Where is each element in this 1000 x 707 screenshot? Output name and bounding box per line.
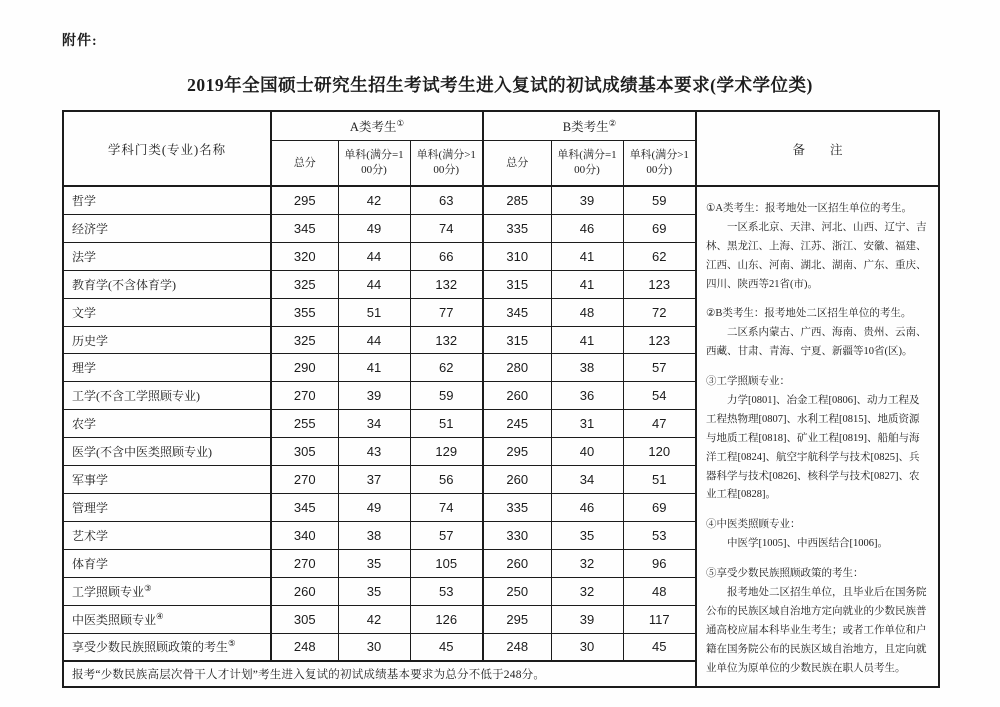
score-cell: 35 [338,549,410,577]
score-cell: 315 [483,270,551,298]
score-cell: 48 [551,298,623,326]
subject-name: 农学 [63,410,271,438]
score-cell: 295 [483,605,551,633]
score-cell: 330 [483,521,551,549]
score-cell: 340 [271,521,338,549]
group-b-label: B类考生 [562,120,609,134]
score-cell: 290 [271,354,338,382]
score-cell: 285 [483,186,551,214]
score-cell: 44 [338,326,410,354]
score-cell: 345 [271,214,338,242]
score-cell: 260 [483,549,551,577]
footnote-ref-2: ② [608,117,617,128]
score-cell: 295 [483,438,551,466]
score-cell: 63 [410,186,483,214]
score-cell: 39 [551,186,623,214]
score-cell: 38 [551,354,623,382]
group-a-label: A类考生 [349,120,397,134]
header-subject-col: 学科门类(专业)名称 [63,111,271,186]
score-cell: 54 [623,382,696,410]
score-cell: 35 [338,577,410,605]
score-cell: 260 [483,382,551,410]
score-table-container [62,110,940,688]
score-cell: 310 [483,242,551,270]
score-cell: 345 [271,493,338,521]
subject-name: 医学(不含中医类照顾专业) [63,438,271,466]
score-cell: 62 [623,242,696,270]
note-paragraph: 中医学[1005]、中西医结合[1006]。 [727,538,889,550]
note-paragraph: ①A类考生：报考地处一区招生单位的考生。 [706,203,913,214]
score-cell: 41 [551,326,623,354]
subheader-total-a: 总分 [271,141,338,187]
score-cell: 260 [271,577,338,605]
score-cell: 34 [551,466,623,494]
score-cell: 57 [410,521,483,549]
score-cell: 96 [623,549,696,577]
header-group-b [483,111,696,141]
score-cell: 74 [410,214,483,242]
score-cell: 270 [271,549,338,577]
score-cell: 105 [410,549,483,577]
score-cell: 120 [623,438,696,466]
note-paragraph: 一区系北京、天津、河北、山西、辽宁、吉林、黑龙江、上海、江苏、浙江、安徽、福建、江西、山东、河南、湖北、湖南、广东、重庆、四川、陕西等21省(市)。 [706,221,927,290]
score-cell: 77 [410,298,483,326]
subject-name: 军事学 [63,466,271,494]
score-cell: 35 [551,521,623,549]
note-paragraph: ⑤享受少数民族照顾政策的考生： [706,568,864,580]
score-cell: 117 [623,605,696,633]
subject-name: 工学(不含工学照顾专业) [63,382,271,410]
score-cell: 335 [483,493,551,521]
attachment-label: 附件: [62,34,98,49]
score-cell: 45 [410,633,483,661]
score-cell: 39 [551,605,623,633]
score-cell: 245 [483,410,551,438]
subheader-single-over100-a: 单科(满分>100分) [410,141,483,187]
score-cell: 315 [483,326,551,354]
header-remark: 备 注 [696,111,939,186]
subject-name: 享受少数民族照顾政策的考生⑤ [63,633,271,661]
score-cell: 69 [623,493,696,521]
score-cell: 62 [410,354,483,382]
score-cell: 129 [410,438,483,466]
score-cell: 49 [338,214,410,242]
subject-name: 教育学(不含体育学) [63,270,271,298]
score-cell: 132 [410,326,483,354]
note-paragraph: ②B类考生：报考地处二区招生单位的考生。 [706,308,912,320]
score-cell: 51 [338,298,410,326]
score-cell: 132 [410,270,483,298]
score-table [62,110,940,688]
score-cell: 57 [623,354,696,382]
subheader-single100-a: 单科(满分=100分) [338,141,410,187]
score-cell: 305 [271,438,338,466]
score-cell: 66 [410,242,483,270]
score-cell: 36 [551,382,623,410]
score-cell: 325 [271,326,338,354]
subject-name: 法学 [63,242,271,270]
score-cell: 41 [338,354,410,382]
score-cell: 335 [483,214,551,242]
footer-note: 报考“少数民族高层次骨干人才计划”考生进入复试的初试成绩基本要求为总分不低于248分。 [63,661,696,687]
score-cell: 320 [271,242,338,270]
score-cell: 69 [623,214,696,242]
score-cell: 250 [483,577,551,605]
subject-name: 管理学 [63,493,271,521]
score-cell: 38 [338,521,410,549]
score-cell: 59 [410,382,483,410]
note-paragraph: ③工学照顾专业： [706,376,791,388]
score-cell: 270 [271,382,338,410]
score-cell: 248 [271,633,338,661]
score-cell: 123 [623,270,696,298]
score-cell: 44 [338,242,410,270]
score-cell: 355 [271,298,338,326]
score-cell: 40 [551,438,623,466]
score-cell: 30 [551,633,623,661]
header-row-groups [63,111,939,141]
score-cell: 45 [623,633,696,661]
score-cell: 30 [338,633,410,661]
subject-name: 中医类照顾专业④ [63,605,271,633]
note-paragraph: 二区系内蒙古、广西、海南、贵州、云南、西藏、甘肃、青海、宁夏、新疆等10省(区)。 [706,327,927,358]
score-cell: 31 [551,410,623,438]
score-cell: 260 [483,466,551,494]
score-cell: 42 [338,605,410,633]
note-paragraph: 力学[0801]、冶金工程[0806]、动力工程及工程热物理[0807]、水利工程[0815]、地质资源与地质工程[0818]、矿业工程[0819]、船舶与海洋工程[0824]、航空宇航科学与技术[0825]、兵器科学与技术[0826]、核科学与技术[0827]、农业工程[0828]。 [706,395,920,501]
score-cell: 47 [623,410,696,438]
score-cell: 46 [551,493,623,521]
subject-name: 工学照顾专业③ [63,577,271,605]
subject-name: 经济学 [63,214,271,242]
subheader-single100-b: 单科(满分=100分) [551,141,623,187]
score-cell: 72 [623,298,696,326]
score-cell: 53 [410,577,483,605]
score-cell: 44 [338,270,410,298]
header-group-a [271,111,483,141]
score-cell: 56 [410,466,483,494]
note-paragraph: ④中医类照顾专业： [706,519,801,531]
score-cell: 48 [623,577,696,605]
score-cell: 41 [551,270,623,298]
score-cell: 325 [271,270,338,298]
score-cell: 39 [338,382,410,410]
score-cell: 74 [410,493,483,521]
score-cell: 53 [623,521,696,549]
score-cell: 34 [338,410,410,438]
score-cell: 51 [410,410,483,438]
score-cell: 295 [271,186,338,214]
page-title: 2019年全国硕士研究生招生考试考生进入复试的初试成绩基本要求(学术学位类) [187,75,813,95]
score-cell: 345 [483,298,551,326]
score-cell: 37 [338,466,410,494]
score-cell: 41 [551,242,623,270]
score-cell: 46 [551,214,623,242]
score-cell: 270 [271,466,338,494]
subject-name: 艺术学 [63,521,271,549]
subject-name: 文学 [63,298,271,326]
subject-name: 体育学 [63,549,271,577]
subheader-total-b: 总分 [483,141,551,187]
subject-name: 哲学 [63,186,271,214]
notes-content [697,187,938,686]
subject-name: 历史学 [63,326,271,354]
subject-name: 理学 [63,354,271,382]
score-cell: 305 [271,605,338,633]
score-cell: 126 [410,605,483,633]
subheader-single-over100-b: 单科(满分>100分) [623,141,696,187]
notes-cell [696,186,939,687]
score-cell: 123 [623,326,696,354]
score-cell: 49 [338,493,410,521]
score-cell: 32 [551,549,623,577]
score-cell: 59 [623,186,696,214]
score-cell: 42 [338,186,410,214]
score-cell: 51 [623,466,696,494]
score-cell: 280 [483,354,551,382]
table-row [63,186,939,214]
footnote-ref-1: ① [396,117,405,128]
score-cell: 248 [483,633,551,661]
score-cell: 255 [271,410,338,438]
score-cell: 43 [338,438,410,466]
score-cell: 32 [551,577,623,605]
note-paragraph: 报考地处二区招生单位，且毕业后在国务院公布的民族区域自治地方定向就业的少数民族普通高校应届本科毕业生考生；或者工作单位和户籍在国务院公布的民族区域自治地方，且定向就业单位为原单位的少数民族在职人员考生。 [706,587,927,674]
